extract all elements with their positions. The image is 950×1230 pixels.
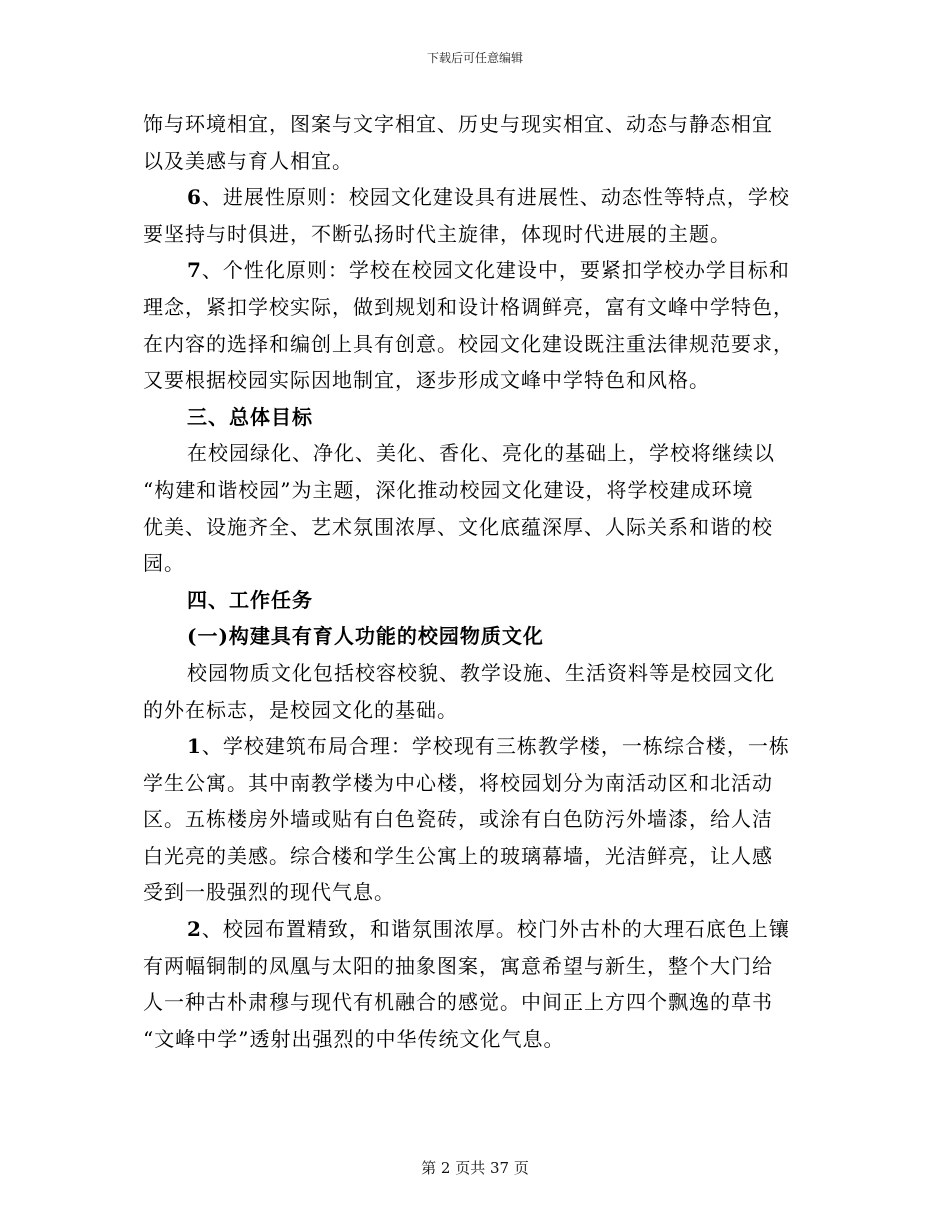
item-text: 、学校建筑布局合理：学校现有三栋教学楼，一栋综合楼，一栋 xyxy=(201,734,790,759)
body-text-line: “构建和谐校园”为主题，深化推动校园文化建设，将学校建成环境 xyxy=(143,477,754,502)
item-text: 、校园布置精致，和谐氛围浓厚。校门外古朴的大理石底色上镶 xyxy=(201,917,790,942)
body-text-line: 人一种古朴肃穆与现代有机融合的感觉。中间正上方四个飘逸的草书 xyxy=(143,990,773,1015)
body-text-line xyxy=(143,911,808,948)
body-text-line xyxy=(143,179,808,216)
body-text-line: 园。 xyxy=(143,551,185,576)
item-text: 、个性化原则：学校在校园文化建设中，要紧扣学校办学目标和 xyxy=(201,258,790,283)
body-text-line: 以及美感与育人相宜。 xyxy=(143,148,353,173)
body-text-line xyxy=(143,728,808,765)
body-text-line: 又要根据校园实际因地制宜，逐步形成文峰中学特色和风格。 xyxy=(143,368,710,393)
item-text: 、进展性原则：校园文化建设具有进展性、动态性等特点，学校 xyxy=(201,185,790,210)
body-text-line: 要坚持与时俱进，不断弘扬时代主旋律，体现时代进展的主题。 xyxy=(143,221,731,246)
body-text-line: 在校园绿化、净化、美化、香化、亮化的基础上，学校将继续以 xyxy=(187,441,775,466)
body-text-line: 区。五栋楼房外墙或贴有白色瓷砖，或涂有白色防污外墙漆，给人洁 xyxy=(143,807,773,832)
page-header: 下载后可任意编辑 xyxy=(426,51,523,65)
body-text-line: 在内容的选择和编创上具有创意。校园文化建设既注重法律规范要求， xyxy=(143,331,794,356)
section-heading-line: (一)构建具有育人功能的校园物质文化 xyxy=(187,624,544,649)
item-number: 7 xyxy=(187,258,202,283)
body-text-line: 理念，紧扣学校实际，做到规划和设计格调鲜亮，富有文峰中学特色， xyxy=(143,294,794,319)
body-text-line xyxy=(143,252,808,289)
body-text-line: “文峰中学”透射出强烈的中华传统文化气息。 xyxy=(143,1026,565,1051)
item-number: 1 xyxy=(187,734,202,759)
body-text-line: 校园物质文化包括校容校貌、教学设施、生活资料等是校园文化 xyxy=(187,660,775,685)
section-heading-line: 三、总体目标 xyxy=(187,404,313,429)
body-text-line: 优美、设施齐全、艺术氛围浓厚、文化底蕴深厚、人际关系和谐的校 xyxy=(143,514,773,539)
document-body xyxy=(143,106,808,1057)
item-number: 2 xyxy=(187,917,202,942)
body-text-line: 的外在标志，是校园文化的基础。 xyxy=(143,697,458,722)
section-heading-line: 四、工作任务 xyxy=(187,587,313,612)
item-number: 6 xyxy=(187,185,202,210)
body-text-line: 饰与环境相宜，图案与文字相宜、历史与现实相宜、动态与静态相宜 xyxy=(143,112,773,136)
body-text-line: 白光亮的美感。综合楼和学生公寓上的玻璃幕墙，光洁鲜亮，让人感 xyxy=(143,843,773,868)
body-text-line: 受到一股强烈的现代气息。 xyxy=(143,880,395,905)
body-text-line: 有两幅铜制的凤凰与太阳的抽象图案，寓意希望与新生，整个大门给 xyxy=(143,953,773,978)
body-text-line: 学生公寓。其中南教学楼为中心楼，将校园划分为南活动区和北活动 xyxy=(143,770,773,795)
page-footer: 第 2 页共 37 页 xyxy=(421,1159,529,1177)
